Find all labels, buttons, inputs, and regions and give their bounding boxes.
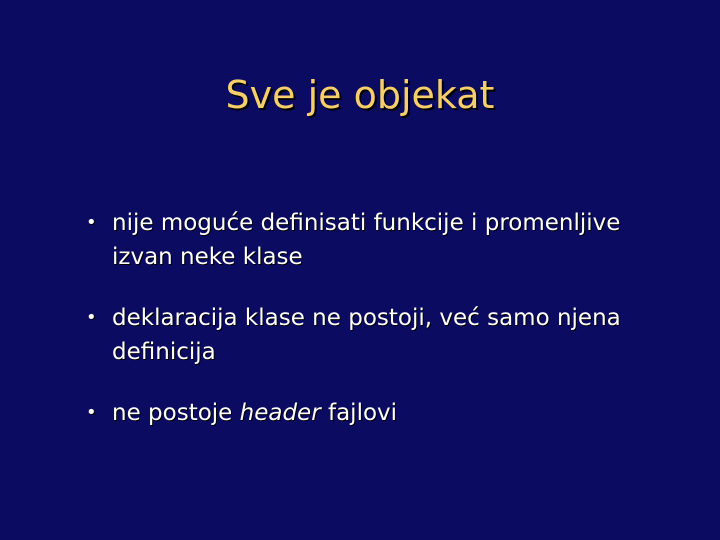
bullet-text-3: [86, 396, 686, 430]
bullet-dot-icon: •: [86, 212, 97, 233]
bullet-dot-icon: •: [86, 402, 97, 423]
bullet-1-line-2: izvan neke klase: [112, 244, 303, 270]
bullet-item-3: [86, 396, 686, 430]
bullet-item-2: [86, 301, 686, 369]
bullet-list: [86, 206, 686, 457]
bullet-3-prefix: ne postoje: [112, 400, 240, 426]
bullet-text-2: [86, 301, 686, 369]
bullet-3-suffix: fajlovi: [320, 400, 398, 426]
bullet-3-emphasis: header: [239, 400, 321, 426]
bullet-text-1: [86, 206, 686, 274]
slide-title: Sve je objekat: [225, 73, 495, 117]
bullet-dot-icon: •: [86, 307, 97, 328]
bullet-item-1: [86, 206, 686, 274]
bullet-1-line-1: nije moguće definisati funkcije i promenljive: [112, 210, 621, 236]
bullet-2-line-1: deklaracija klase ne postoji, već samo njena: [112, 305, 621, 331]
bullet-2-line-2: definicija: [112, 339, 216, 365]
